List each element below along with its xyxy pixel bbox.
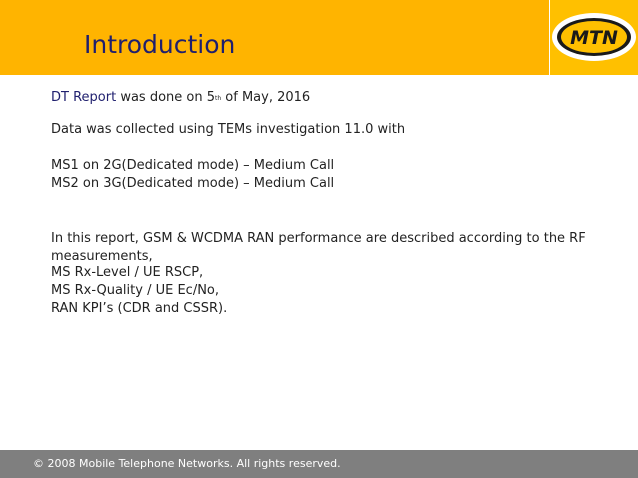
- ms1-line: MS1 on 2G(Dedicated mode) – Medium Call: [51, 158, 335, 173]
- mtn-logo-icon: [550, 0, 638, 75]
- kpi-line: RAN KPI’s (CDR and CSSR).: [51, 301, 228, 316]
- report-date-text-b: of May, 2016: [221, 90, 311, 105]
- report-date-text-a: was done on 5: [116, 90, 215, 105]
- mtn-logo: [549, 0, 638, 75]
- copyright-text: © 2008 Mobile Telephone Networks. All rights reserved.: [33, 457, 341, 470]
- report-date-line: [51, 89, 310, 107]
- rx-level-line: MS Rx-Level / UE RSCP,: [51, 265, 204, 280]
- ms2-line: MS2 on 3G(Dedicated mode) – Medium Call: [51, 176, 335, 191]
- data-collection-line: Data was collected using TEMs investigation 11.0 with: [51, 122, 406, 137]
- footer-bar: [0, 450, 638, 478]
- date-superscript: th: [215, 95, 222, 102]
- rx-quality-line: MS Rx-Quality / UE Ec/No,: [51, 283, 220, 298]
- slide-title: Introduction: [84, 30, 236, 59]
- report-description: In this report, GSM & WCDMA RAN performance are described according to the RF measurements,: [51, 231, 586, 264]
- dt-report-link[interactable]: DT Report: [51, 90, 117, 105]
- mtn-logo-text: MTN: [570, 27, 618, 49]
